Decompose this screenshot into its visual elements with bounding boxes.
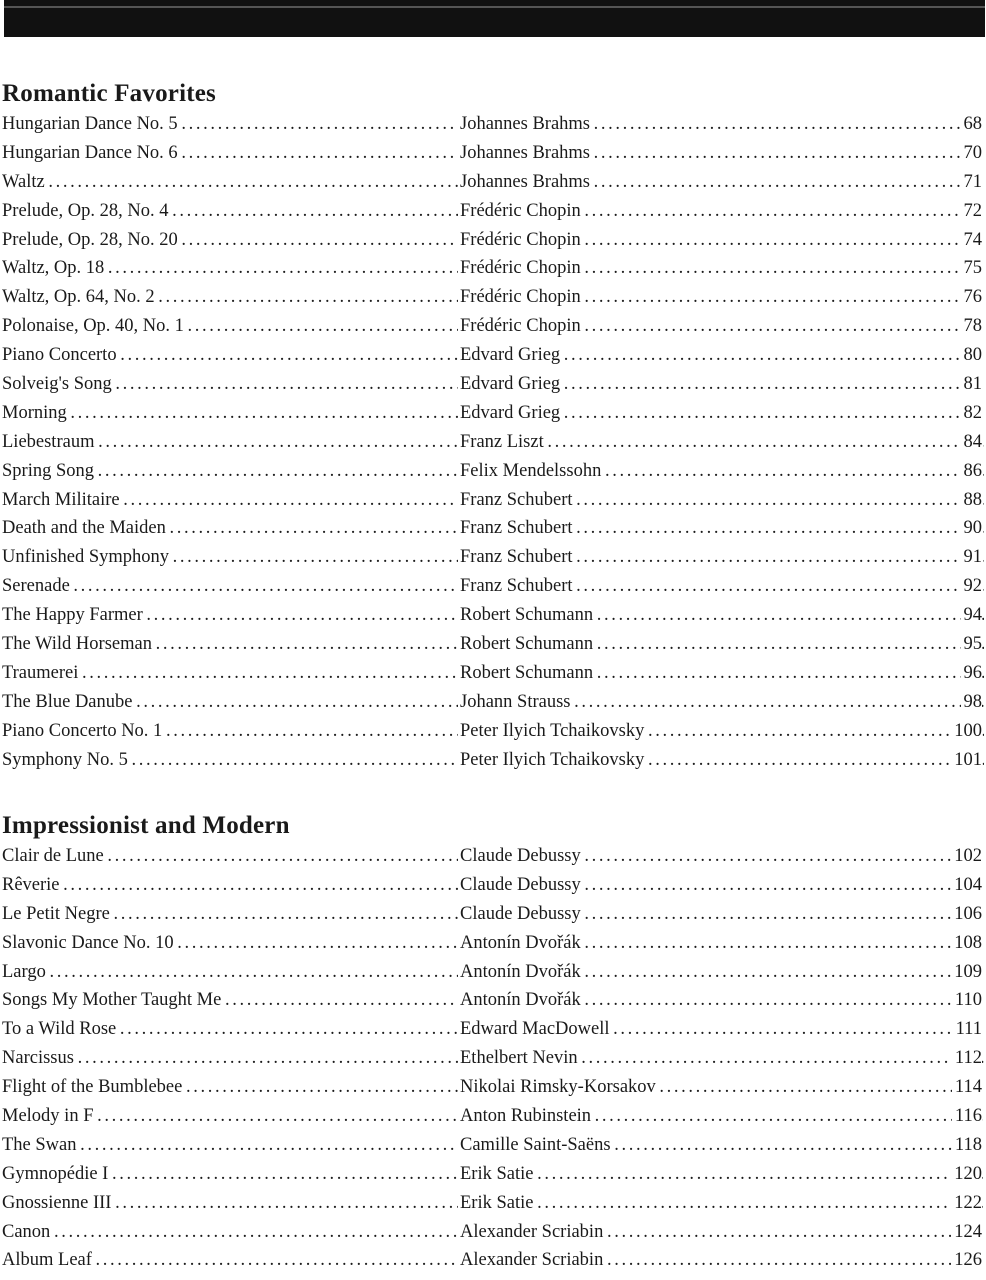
composer-name: Robert Schumann . . .: [460, 601, 984, 630]
toc-entry: [2, 1015, 986, 1044]
piece-title: Narcissus . . .: [2, 1044, 458, 1073]
piece-title: Le Petit Negre . . .: [2, 900, 458, 929]
composer-cell: [460, 168, 984, 197]
piece-title: Waltz, Op. 18 . . .: [2, 254, 458, 283]
header-bar: [4, 0, 985, 37]
composer-cell: [460, 958, 984, 987]
composer-name: Felix Mendelssohn . . .: [460, 457, 984, 486]
composer-cell: [460, 929, 984, 958]
page-number: 70: [961, 139, 983, 168]
piece-title: Slavonic Dance No. 10 . . .: [2, 929, 458, 958]
composer-cell: [460, 572, 984, 601]
composer-name: Camille Saint-Saëns . . .: [460, 1131, 984, 1160]
toc-entry: [2, 1218, 986, 1247]
page-number: 126: [951, 1246, 982, 1275]
composer-name: Robert Schumann . . .: [460, 659, 984, 688]
piece-title: Serenade . . .: [2, 572, 458, 601]
page-number: 80: [961, 341, 983, 370]
section-romantic-favorites: [2, 78, 986, 774]
page-number: 92: [961, 572, 983, 601]
page-number: 90: [961, 514, 983, 543]
page-number: 98: [961, 688, 983, 717]
toc-entry: [2, 283, 986, 312]
toc-entry: [2, 900, 986, 929]
piece-title: The Blue Danube . . .: [2, 688, 458, 717]
toc-entry: [2, 168, 986, 197]
toc-entry: [2, 254, 986, 283]
composer-name: Alexander Scriabin . . .: [460, 1218, 984, 1247]
composer-cell: [460, 254, 984, 283]
composer-cell: [460, 717, 984, 746]
composer-name: Franz Schubert . . .: [460, 543, 984, 572]
page-number: 106: [951, 900, 982, 929]
composer-cell: [460, 1160, 984, 1189]
composer-cell: [460, 659, 984, 688]
composer-name: Edward MacDowell . . .: [460, 1015, 984, 1044]
composer-cell: [460, 197, 984, 226]
composer-cell: [460, 1015, 984, 1044]
section-title: Impressionist and Modern: [2, 812, 290, 839]
piece-title: Largo . . .: [2, 958, 458, 987]
page-number: 91: [961, 543, 983, 572]
toc-entry: [2, 197, 986, 226]
piece-title: Liebestraum . . .: [2, 428, 458, 457]
composer-cell: [460, 312, 984, 341]
piece-title: March Militaire . . .: [2, 486, 458, 515]
toc-entry: [2, 842, 986, 871]
piece-title: Album Leaf . . .: [2, 1246, 458, 1275]
toc-entry: [2, 1073, 986, 1102]
page-number: 88: [961, 486, 983, 515]
toc-entry: [2, 486, 986, 515]
page-number: 108: [951, 929, 982, 958]
composer-name: Antonín Dvořák . . .: [460, 986, 984, 1015]
composer-cell: [460, 871, 984, 900]
section-impressionist-and-modern: [2, 810, 986, 1275]
composer-cell: [460, 543, 984, 572]
piece-title: Traumerei . . .: [2, 659, 458, 688]
composer-name: Frédéric Chopin . . .: [460, 283, 984, 312]
piece-title: Melody in F . . .: [2, 1102, 458, 1131]
page-number: 68: [961, 110, 983, 139]
page-number: 120: [951, 1160, 982, 1189]
composer-name: Johannes Brahms . . .: [460, 168, 984, 197]
toc-entry: [2, 428, 986, 457]
composer-cell: [460, 1189, 984, 1218]
piece-title: Symphony No. 5 . . .: [2, 746, 458, 775]
page-number: 95: [961, 630, 983, 659]
page-number: 71: [961, 168, 983, 197]
composer-cell: [460, 1102, 984, 1131]
composer-cell: [460, 226, 984, 255]
piece-title: The Happy Farmer . . .: [2, 601, 458, 630]
page-number: 111: [953, 1015, 982, 1044]
composer-name: Frédéric Chopin . . .: [460, 312, 984, 341]
piece-title: The Wild Horseman . . .: [2, 630, 458, 659]
piece-title: The Swan . . .: [2, 1131, 458, 1160]
composer-name: Claude Debussy . . .: [460, 900, 984, 929]
composer-name: Ethelbert Nevin . . .: [460, 1044, 984, 1073]
piece-title: Clair de Lune . . .: [2, 842, 458, 871]
toc-entry: [2, 871, 986, 900]
piece-title: Spring Song . . .: [2, 457, 458, 486]
composer-cell: [460, 399, 984, 428]
composer-name: Franz Schubert . . .: [460, 572, 984, 601]
composer-cell: [460, 601, 984, 630]
page-number: 110: [952, 986, 982, 1015]
page-number: 96: [961, 659, 983, 688]
composer-name: Johann Strauss . . .: [460, 688, 984, 717]
composer-name: Nikolai Rimsky-Korsakov . . .: [460, 1073, 984, 1102]
composer-name: Antonín Dvořák . . .: [460, 929, 984, 958]
composer-cell: [460, 428, 984, 457]
composer-name: Johannes Brahms . . .: [460, 139, 984, 168]
page-number: 82: [961, 399, 983, 428]
composer-cell: [460, 1044, 984, 1073]
page-number: 100: [951, 717, 982, 746]
composer-name: Franz Schubert . . .: [460, 514, 984, 543]
piece-title: Waltz, Op. 64, No. 2 . . .: [2, 283, 458, 312]
composer-name: Edvard Grieg . . .: [460, 399, 984, 428]
entry-list: [2, 110, 986, 774]
piece-title: Gnossienne III . . .: [2, 1189, 458, 1218]
composer-cell: [460, 110, 984, 139]
piece-title: Prelude, Op. 28, No. 20 . . .: [2, 226, 458, 255]
piece-title: Polonaise, Op. 40, No. 1 . . .: [2, 312, 458, 341]
composer-cell: [460, 486, 984, 515]
toc-entry: [2, 514, 986, 543]
composer-cell: [460, 842, 984, 871]
composer-name: Johannes Brahms . . .: [460, 110, 984, 139]
toc-entry: [2, 659, 986, 688]
piece-title: To a Wild Rose . . .: [2, 1015, 458, 1044]
toc-entry: [2, 543, 986, 572]
toc-entry: [2, 457, 986, 486]
composer-cell: [460, 1073, 984, 1102]
composer-name: Franz Liszt . . .: [460, 428, 984, 457]
toc-entry: [2, 1102, 986, 1131]
composer-name: Claude Debussy . . .: [460, 842, 984, 871]
composer-cell: [460, 514, 984, 543]
composer-name: Franz Schubert . . .: [460, 486, 984, 515]
piece-title: Gymnopédie I . . .: [2, 1160, 458, 1189]
toc-entry: [2, 601, 986, 630]
section-title: Romantic Favorites: [2, 80, 216, 107]
composer-cell: [460, 630, 984, 659]
composer-name: Alexander Scriabin . . .: [460, 1246, 984, 1275]
page-number: 104: [951, 871, 982, 900]
toc-entry: [2, 1131, 986, 1160]
composer-name: Peter Ilyich Tchaikovsky . . .: [460, 717, 984, 746]
toc-entry: [2, 139, 986, 168]
composer-name: Erik Satie . . .: [460, 1160, 984, 1189]
composer-cell: [460, 341, 984, 370]
toc-entry: [2, 110, 986, 139]
piece-title: Canon . . .: [2, 1218, 458, 1247]
piece-title: Morning . . .: [2, 399, 458, 428]
piece-title: Songs My Mother Taught Me . . .: [2, 986, 458, 1015]
composer-cell: [460, 283, 984, 312]
piece-title: Piano Concerto No. 1 . . .: [2, 717, 458, 746]
composer-name: Claude Debussy . . .: [460, 871, 984, 900]
page-number: 78: [961, 312, 983, 341]
composer-cell: [460, 1131, 984, 1160]
toc-entry: [2, 630, 986, 659]
piece-title: Flight of the Bumblebee . . .: [2, 1073, 458, 1102]
composer-name: Robert Schumann . . .: [460, 630, 984, 659]
page-number: 116: [952, 1102, 982, 1131]
page-number: 84: [961, 428, 983, 457]
composer-name: Frédéric Chopin . . .: [460, 254, 984, 283]
toc-entry: [2, 1246, 986, 1275]
toc-entry: [2, 1160, 986, 1189]
page-number: 76: [961, 283, 983, 312]
toc-entry: [2, 1189, 986, 1218]
page-number: 102: [951, 842, 982, 871]
composer-name: Antonín Dvořák . . .: [460, 958, 984, 987]
page-number: 112: [952, 1044, 982, 1073]
page-number: 74: [961, 226, 983, 255]
toc-entry: [2, 986, 986, 1015]
composer-cell: [460, 457, 984, 486]
composer-cell: [460, 1218, 984, 1247]
composer-name: Peter Ilyich Tchaikovsky . . .: [460, 746, 984, 775]
composer-name: Anton Rubinstein . . .: [460, 1102, 984, 1131]
toc-entry: [2, 399, 986, 428]
composer-cell: [460, 1246, 984, 1275]
piece-title: Hungarian Dance No. 5 . . .: [2, 110, 458, 139]
toc-entry: [2, 341, 986, 370]
page-number: 124: [951, 1218, 982, 1247]
toc-entry: [2, 929, 986, 958]
composer-cell: [460, 688, 984, 717]
page-number: 122: [951, 1189, 982, 1218]
composer-name: Erik Satie . . .: [460, 1189, 984, 1218]
page-number: 94: [961, 601, 983, 630]
piece-title: Waltz . . .: [2, 168, 458, 197]
toc-entry: [2, 958, 986, 987]
composer-cell: [460, 139, 984, 168]
page-number: 101: [951, 746, 982, 775]
composer-name: Edvard Grieg . . .: [460, 341, 984, 370]
composer-cell: [460, 986, 984, 1015]
page-number: 109: [951, 958, 982, 987]
piece-title: Rêverie . . .: [2, 871, 458, 900]
page-number: 114: [952, 1073, 982, 1102]
piece-title: Unfinished Symphony . . .: [2, 543, 458, 572]
piece-title: Prelude, Op. 28, No. 4 . . .: [2, 197, 458, 226]
piece-title: Piano Concerto . . .: [2, 341, 458, 370]
page-number: 72: [961, 197, 983, 226]
toc-entry: [2, 746, 986, 775]
toc-entry: [2, 717, 986, 746]
piece-title: Hungarian Dance No. 6 . . .: [2, 139, 458, 168]
composer-name: Edvard Grieg . . .: [460, 370, 984, 399]
page-number: 75: [961, 254, 983, 283]
entry-list: [2, 842, 986, 1275]
page-number: 86: [961, 457, 983, 486]
piece-title: Solveig's Song . . .: [2, 370, 458, 399]
toc-entry: [2, 572, 986, 601]
toc-entry: [2, 1044, 986, 1073]
piece-title: Death and the Maiden . . .: [2, 514, 458, 543]
composer-cell: [460, 746, 984, 775]
page-number: 81: [961, 370, 983, 399]
composer-name: Frédéric Chopin . . .: [460, 197, 984, 226]
page-number: 118: [952, 1131, 982, 1160]
toc-entry: [2, 370, 986, 399]
toc-entry: [2, 312, 986, 341]
composer-name: Frédéric Chopin . . .: [460, 226, 984, 255]
toc-entry: [2, 226, 986, 255]
composer-cell: [460, 370, 984, 399]
composer-cell: [460, 900, 984, 929]
toc-entry: [2, 688, 986, 717]
